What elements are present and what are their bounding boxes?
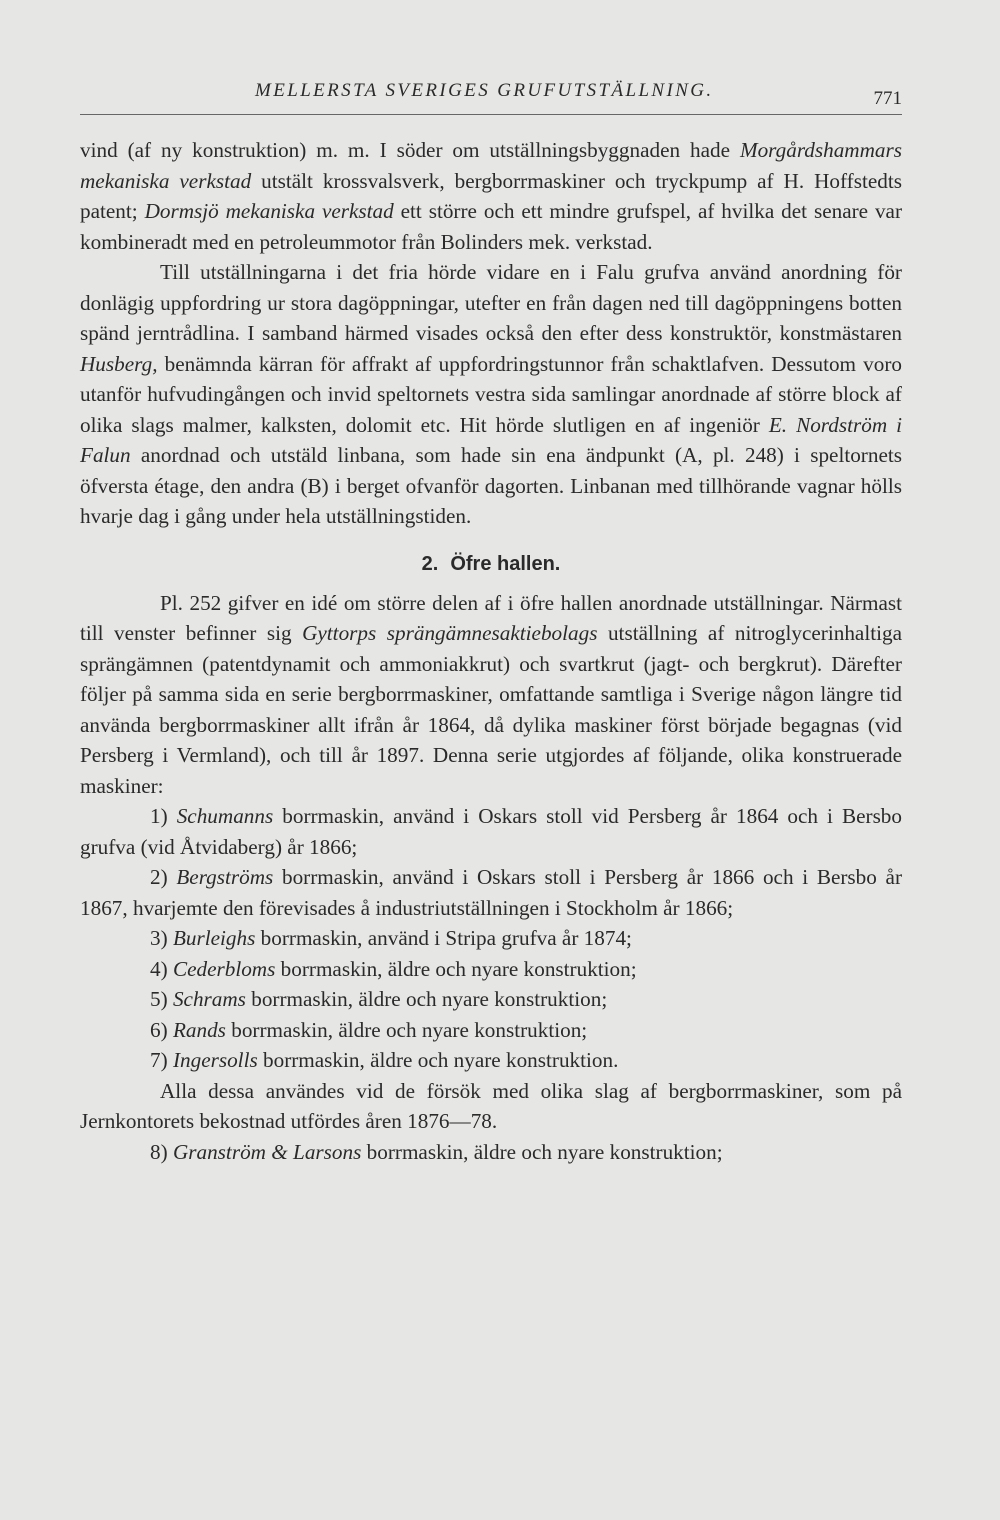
list-item-number: 6): [150, 1017, 168, 1042]
list-item-text: borrmaskin, äldre och nyare konstruktion;: [275, 956, 637, 981]
list-item-text: borrmaskin, äldre och nyare konstruktion;: [225, 1017, 588, 1042]
list-item: [80, 954, 902, 985]
list-item-number: 8): [150, 1139, 168, 1164]
running-title: MELLERSTA SVERIGES GRUFUTSTÄLLNING.: [255, 80, 714, 101]
paragraph-2: [80, 257, 902, 532]
section-title: Öfre hallen.: [450, 552, 561, 575]
list-item-number: 4): [150, 956, 168, 981]
paragraph-2-text-e: anordnad och utstäld linbana, som hade sin ena ändpunkt (A, pl. 248) i speltornets öfversta étage, den andra (B) i berget ofvanför dagorten. Linbanan med tillhörande vagnar hölls hvarje dag i gång under hela utställningstiden.: [80, 443, 902, 528]
section-number: 2.: [421, 552, 439, 575]
list-item-name: Burleighs: [172, 926, 256, 950]
list-item-name: Ingersolls: [172, 1048, 258, 1072]
list-item: [80, 1137, 902, 1168]
list-item-name: Schumanns: [176, 804, 274, 828]
paragraph-3: [80, 588, 902, 802]
paragraph-2-italic-b: Husberg,: [80, 351, 158, 376]
page-number: 771: [873, 88, 902, 109]
paragraph-2-text-a: Till utställningarna i det fria hörde vidare en i Falu grufva använd anordning för donlägig uppfordring ur stora dagöppningar, utefter en från dagen ned till dagöppningens botten spänd jerntrådlina. I samband härmed visades också den efter dess konstruktör, konstmästaren: [80, 260, 902, 345]
list-item-text: borrmaskin, använd i Stripa grufva år 1874;: [255, 926, 632, 950]
list-item: [80, 984, 902, 1015]
list-item-name: Granström & Larsons: [172, 1139, 362, 1164]
list-item-number: 5): [150, 987, 168, 1011]
header-rule: [80, 114, 902, 115]
list-item: [80, 801, 902, 862]
paragraph-1: [80, 135, 902, 257]
paragraph-1-text-c: utstält krossvalsverk, bergborrmaskiner och tryckpump af H. Hoffstedts patent;: [80, 168, 903, 223]
paragraph-2-italic-d: E. Nordström i Falun: [80, 412, 902, 467]
paragraph-4: [80, 1076, 902, 1137]
page-header: [80, 76, 902, 116]
section-heading: [80, 549, 902, 579]
paragraph-3-italic-b: Gyttorps sprängämnesaktiebolags: [302, 621, 598, 645]
list-item-name: Rands: [172, 1017, 226, 1042]
list-item-text: borrmaskin, använd i Oskars stoll i Persberg år 1866 och i Bersbo år 1867, hvarjemte den förevisades å industriutställningen i Stockholm år 1866;: [80, 865, 902, 920]
list-item-number: 3): [150, 926, 168, 950]
list-item-name: Bergströms: [176, 865, 274, 889]
list-item-number: 7): [150, 1048, 168, 1072]
list-item: [80, 1045, 902, 1076]
machine-list: [80, 801, 902, 1076]
paragraph-1-italic-d: Dormsjö mekaniska verkstad: [144, 199, 394, 223]
paragraph-3-text-a: Pl. 252 gifver en idé om större delen af i öfre hallen anordnade utställningar. Närmast till venster befinner sig: [80, 590, 902, 645]
machine-list-continued: [80, 1137, 902, 1168]
list-item-number: 1): [150, 804, 168, 828]
list-item-name: Cederbloms: [172, 956, 276, 981]
paragraph-4-text-a: Alla dessa användes vid de försök med olika slag af bergborrmaskiner, som på Jernkontorets bekostnad utfördes åren 1876—78.: [80, 1078, 902, 1133]
page-body: [80, 135, 902, 1167]
list-item: [80, 923, 902, 954]
list-item-number: 2): [150, 865, 168, 889]
list-item-text: borrmaskin, äldre och nyare konstruktion;: [361, 1139, 723, 1164]
paragraph-3-text-c: utställning af nitroglycerinhaltiga sprängämnen (patentdynamit och ammoniakkrut) och svartkrut (jagt- och bergkrut). Därefter följer på samma sida en serie bergborrmaskiner, omfattande samtliga i Sverige någon längre tid använda bergborrmaskiner allt ifrån år 1864, då dylika maskiner först började begagnas (vid Persberg i Vermland), och till år 1897. Denna serie utgjordes af följande, olika konstruerade maskiner:: [80, 621, 902, 798]
list-item: [80, 1015, 902, 1046]
list-item-text: borrmaskin, äldre och nyare konstruktion.: [257, 1048, 619, 1072]
paragraph-1-italic-b: Morgårdshammars mekaniska verkstad: [80, 138, 902, 193]
list-item-text: borrmaskin, använd i Oskars stoll vid Persberg år 1864 och i Bersbo grufva (vid Åtvidaberg) år 1866;: [80, 804, 902, 859]
list-item-text: borrmaskin, äldre och nyare konstruktion;: [245, 987, 608, 1011]
list-item: [80, 862, 902, 923]
paragraph-2-text-c: benämnda kärran för affrakt af uppfordringstunnor från schaktlafven. Dessutom voro utanför hufvudingången och invid speltornets vestra sida samlingar anordnade af större block af olika slags malmer, kalksten, dolomit etc. Hit hörde slutligen en af ingeniör: [80, 351, 902, 437]
paragraph-1-text-e: ett större och ett mindre grufspel, af hvilka det senare var kombineradt med en petroleummotor från Bolinders mek. verkstad.: [80, 199, 903, 254]
paragraph-1-text-a: vind (af ny konstruktion) m. m. I söder om utställningsbyggnaden hade: [80, 138, 740, 162]
list-item-name: Schrams: [172, 987, 246, 1011]
